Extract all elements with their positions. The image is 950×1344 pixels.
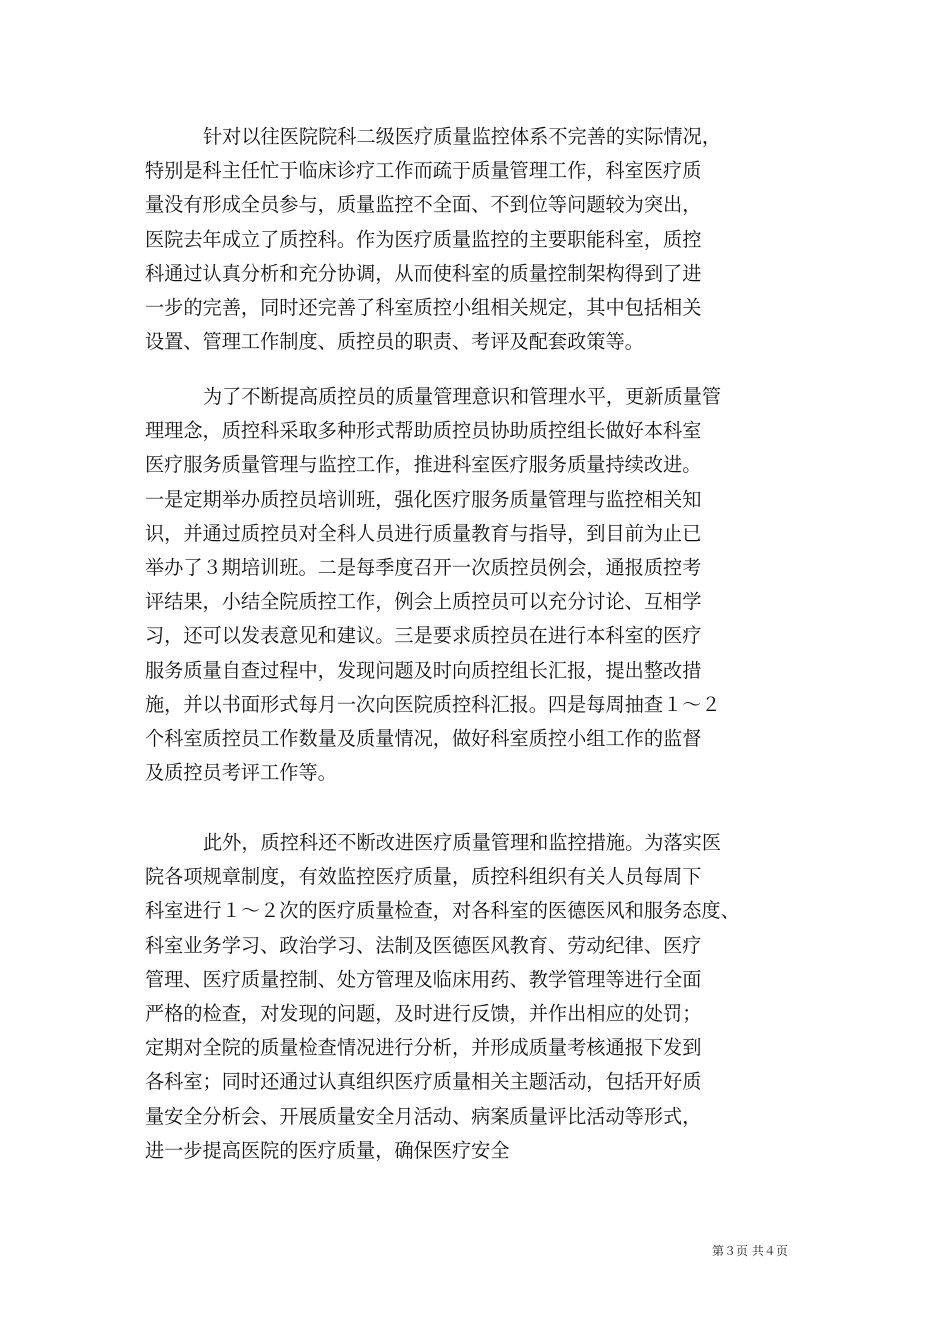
paragraph-line: 理理念，质控科采取多种形式帮助质控员协助质控组长做好本科室 bbox=[145, 419, 702, 443]
page-number-footer: 第３页 共４页 bbox=[712, 1244, 788, 1258]
paragraph-line: 为了不断提高质控员的质量管理意识和管理水平，更新质量管 bbox=[203, 385, 722, 408]
paragraph-line: 一步的完善，同时还完善了科室质控小组相关规定，其中包括相关 bbox=[145, 295, 702, 319]
paragraph-line: 设置、管理工作制度、质控员的职责、考评及配套政策等。 bbox=[145, 330, 644, 354]
paragraph-line: 科室进行１～２次的医疗质量检查，对各科室的医德医风和服务态度、 bbox=[145, 899, 740, 923]
paragraph-line: 严格的检查，对发现的问题，及时进行反馈，并作出相应的处罚； bbox=[145, 1001, 702, 1025]
paragraph-line: 量安全分析会、开展质量安全月活动、病案质量评比活动等形式， bbox=[145, 1104, 702, 1128]
paragraph-line: 及质控员考评工作等。 bbox=[145, 761, 337, 785]
paragraph-line: 评结果，小结全院质控工作，例会上质控员可以充分讨论、互相学 bbox=[145, 590, 702, 614]
paragraph-line: 科室业务学习、政治学习、法制及医德医风教育、劳动纪律、医疗 bbox=[145, 933, 702, 957]
paragraph-line: 施，并以书面形式每月一次向医院质控科汇报。四是每周抽查１～２ bbox=[145, 692, 721, 716]
paragraph-line: 医疗服务质量管理与监控工作，推进科室医疗服务质量持续改进。 bbox=[145, 453, 702, 477]
paragraph-line: 个科室质控员工作数量及质量情况，做好科室质控小组工作的监督 bbox=[145, 726, 702, 750]
paragraph-line: 定期对全院的质量检查情况进行分析，并形成质量考核通报下发到 bbox=[145, 1036, 702, 1060]
paragraph-line: 量没有形成全员参与，质量监控不全面、不到位等问题较为突出， bbox=[145, 193, 702, 217]
paragraph-line: 医院去年成立了质控科。作为医疗质量监控的主要职能科室，质控 bbox=[145, 227, 702, 251]
paragraph-line: 服务质量自查过程中，发现问题及时向质控组长汇报，提出整改措 bbox=[145, 658, 702, 682]
paragraph-line: 特别是科主任忙于临床诊疗工作而疏于质量管理工作，科室医疗质 bbox=[145, 159, 702, 183]
paragraph-line: 各科室；同时还通过认真组织医疗质量相关主题活动，包括开好质 bbox=[145, 1070, 702, 1094]
paragraph-3 bbox=[145, 826, 740, 1168]
paragraph-line: 管理、医疗质量控制、处方管理及临床用药、教学管理等进行全面 bbox=[145, 967, 702, 991]
paragraph-line: 科通过认真分析和充分协调，从而使科室的质量控制架构得到了进 bbox=[145, 261, 702, 285]
paragraph-2 bbox=[145, 380, 721, 790]
paragraph-line: 针对以往医院院科二级医疗质量监控体系不完善的实际情况， bbox=[203, 125, 722, 148]
paragraph-line: 院各项规章制度，有效监控医疗质量，质控科组织有关人员每周下 bbox=[145, 865, 702, 889]
paragraph-line: 举办了３期培训班。二是每季度召开一次质控员例会，通报质控考 bbox=[145, 555, 702, 579]
paragraph-line: 进一步提高医院的医疗质量，确保医疗安全 bbox=[145, 1138, 510, 1162]
paragraph-line: 一是定期举办质控员培训班，强化医疗服务质量管理与监控相关知 bbox=[145, 487, 702, 511]
paragraph-line: 此外，质控科还不断改进医疗质量管理和监控措施。为落实医 bbox=[203, 831, 722, 854]
paragraph-1 bbox=[145, 120, 721, 359]
paragraph-line: 习，还可以发表意见和建议。三是要求质控员在进行本科室的医疗 bbox=[145, 624, 702, 648]
paragraph-line: 识，并通过质控员对全科人员进行质量教育与指导，到目前为止已 bbox=[145, 521, 702, 545]
